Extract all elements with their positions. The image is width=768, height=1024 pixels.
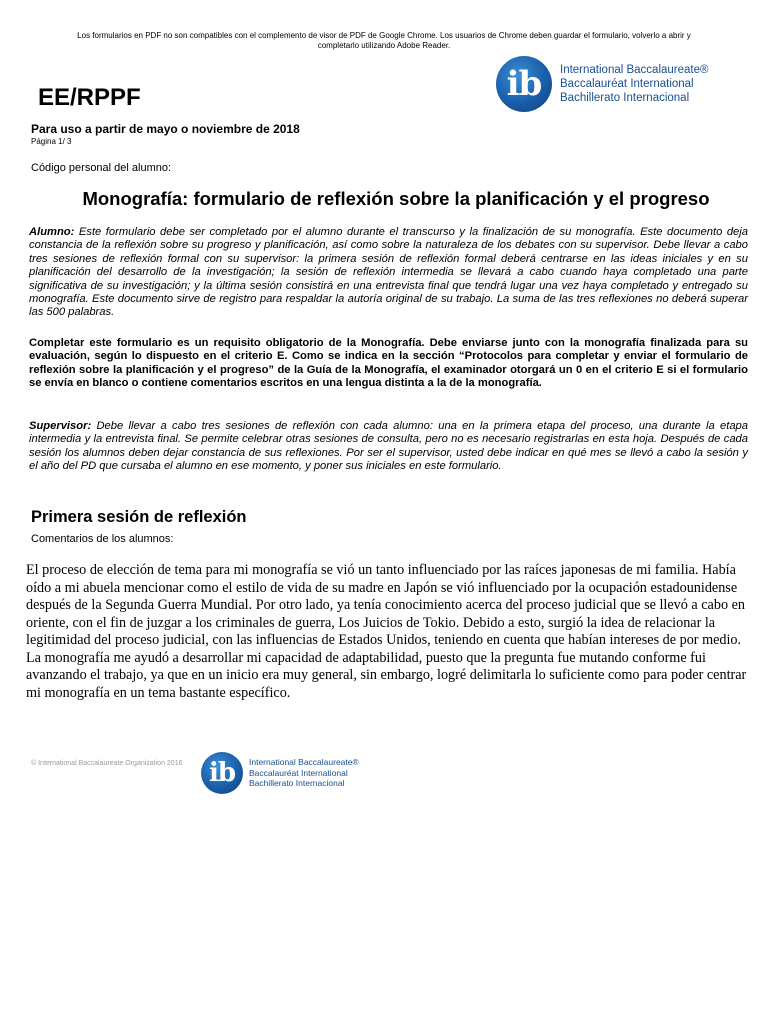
- ib-logo-header: [496, 56, 708, 112]
- ib-logo-footer-names: [249, 757, 359, 789]
- form-code: EE/RPPF: [38, 84, 141, 111]
- student-comments-label: Comentarios de los alumnos:: [31, 533, 174, 545]
- ib-logo-footer-mark: ib: [208, 758, 236, 788]
- form-date-line: Para uso a partir de mayo o noviembre de 2018: [31, 122, 300, 136]
- page-title: Monografía: formulario de reflexión sobre la planificación y el progreso: [82, 188, 710, 209]
- student-comments-text: El proceso de elección de tema para mi monografía se vió un tanto influenciado por las raíces japonesas de mi familia. Había oído a mi abuela mencionar como el estilo de vida de su madre en Japón se vió influenciado por la ocupación estadounidense después de la Segunda Guerra Mundial. Por otro lado, ya tenía conocimiento acerca del proceso judicial que se llevó a cabo en oriente, con el fin de juzgar a los criminales de guerra, Los Juicios de Tokio. Debido a esto, surgió la idea de relacionar la legitimidad del proceso judicial, con las influencias de Estados Unidos, teniendo en cuenta que habían intereses de por medio. La monografía me ayudó a desarrollar mi capacidad de adaptabilidad, puesto que la pregunta fue mutando conforme fui avanzando el trabajo, ya que en un inicio era muy general, sin embargo, logré delimitarla lo suficiente como para poder centrar mi monografía en un tema bastante específico.: [26, 562, 747, 701]
- student-code-label: Código personal del alumno:: [31, 162, 172, 174]
- supervisor-instructions-text: Debe llevar a cabo tres sesiones de reflexión con cada alumno: una en la primera etapa del proceso, una durante la etapa intermedia y la entrevista final. Se permite celebrar otras sesiones de consulta, pero no es necesario registrarlas en esta hoja. Después de cada sesión los alumnos deben dejar constancia de sus reflexiones. Por ser el supervisor, usted debe indicar en qué mes se llevó a cabo la sesión y el año del PD que cursaba el alumno en ese momento, y poner sus iniciales en este formulario.: [29, 420, 748, 473]
- ib-logo-footer: [201, 752, 359, 794]
- ib-logo-name-fr: Baccalauréat International: [560, 78, 694, 90]
- ib-logo-name-es: Bachillerato Internacional: [560, 92, 690, 104]
- student-instructions-text: Este formulario debe ser completado por el alumno durante el transcurso y la finalización de su monografía. Este documento deja constancia de la reflexión sobre su progreso y planificación, así como sobre la naturaleza de los debates con su supervisor. Debe llevar a cabo tres sesiones de reflexión formal con su supervisor: la primera sesión de reflexión formal deberá centrarse en las ideas iniciales y en su planificación del desarrollo de la investigación; la sesión de reflexión intermedia se llevará a cabo cuando haya completado una parte significativa de su investigación; y la última sesión consistirá en una entrevista final que tendrá lugar una vez haya completado y entregado su monografía. Este documento sirve de registro para respaldar la autoría original de su trabajo. La suma de las tres reflexiones no deberá superar las 500 palabras.: [29, 226, 748, 319]
- supervisor-instructions: [29, 420, 748, 474]
- student-instructions-lead: Alumno:: [29, 226, 75, 238]
- chrome-compatibility-notice: Los formularios en PDF no son compatibles con el complemento de visor de PDF de Google Chrome. Los usuarios de Chrome deben guardar el formulario, volverlo a abrir y completarlo utilizando Adobe Reader.: [77, 31, 691, 50]
- ib-logo-icon: [496, 56, 552, 112]
- section-heading-first-session: Primera sesión de reflexión: [31, 508, 247, 526]
- ib-logo-footer-name-en: International Baccalaureate®: [249, 757, 359, 768]
- ib-logo-footer-name-es: Bachillerato Internacional: [249, 778, 345, 789]
- ib-logo-footer-name-fr: Baccalauréat International: [249, 767, 348, 778]
- student-instructions: [29, 226, 748, 320]
- ib-logo-mark: ib: [506, 64, 542, 104]
- ib-logo-footer-icon: [201, 752, 243, 794]
- requirement-notice: Completar este formulario es un requisito obligatorio de la Monografía. Debe enviarse junto con la monografía finalizada para su evaluación, según lo dispuesto en el criterio E. Como se indica en la sección “Protocolos para completar y enviar el formulario de reflexión sobre la planificación y el progreso” de la Guía de la Monografía, el examinador otorgará un 0 en el criterio E si el formulario se envía en blanco o contiene comentarios escritos en una lengua distinta a la de la monografía.: [29, 337, 748, 390]
- supervisor-instructions-lead: Supervisor:: [29, 420, 92, 432]
- copyright-notice: © International Baccalaureate Organization 2016: [31, 760, 183, 767]
- page-number: Página 1/ 3: [31, 137, 72, 146]
- ib-logo-names: [560, 63, 708, 105]
- ib-logo-name-en: International Baccalaureate®: [560, 64, 709, 76]
